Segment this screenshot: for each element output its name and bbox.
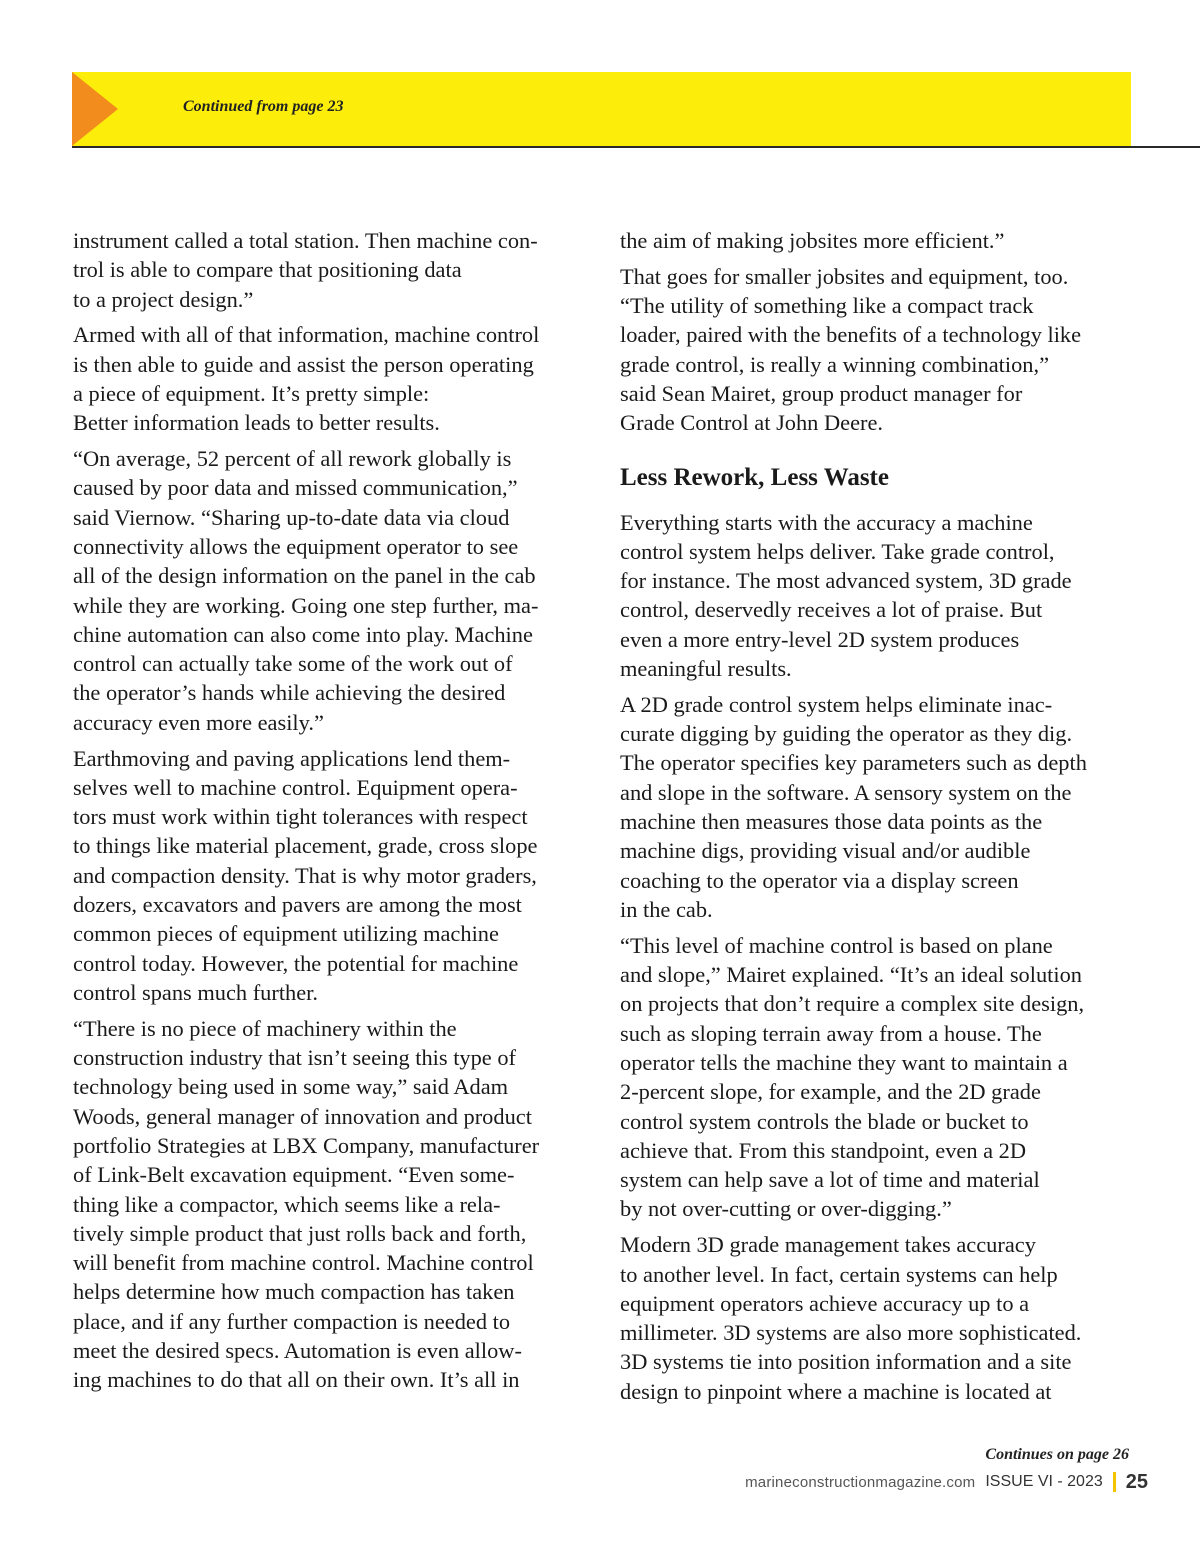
paragraph (73, 1014, 593, 1395)
paragraph (620, 262, 1140, 438)
text-line: to a project design.” (73, 286, 254, 312)
text-line: meaningful results. (620, 656, 792, 682)
text-line: control system helps deliver. Take grade control, (620, 538, 1055, 564)
text-line: said Sean Mairet, group product manager for (620, 380, 1023, 406)
text-line: machine digs, providing visual and/or audible (620, 838, 1031, 864)
text-line: The operator specifies key parameters such as depth (620, 750, 1087, 776)
text-line: Better information leads to better results. (73, 410, 440, 436)
text-line: curate digging by guiding the operator as they dig. (620, 721, 1073, 747)
text-line: on projects that don’t require a complex site design, (620, 991, 1085, 1017)
text-line: tors must work within tight tolerances with respect (73, 804, 528, 830)
text-line: for instance. The most advanced system, 3D grade (620, 568, 1072, 594)
text-line: 3D systems tie into position information and a site (620, 1349, 1072, 1375)
continues-on-label: Continues on page 26 (985, 1446, 1129, 1463)
text-line: chine automation can also come into play. Machine (73, 621, 533, 647)
text-line: machine then measures those data points as the (620, 809, 1043, 835)
text-line: accuracy even more easily.” (73, 709, 324, 735)
text-line: That goes for smaller jobsites and equipment, too. (620, 263, 1069, 289)
text-line: selves well to machine control. Equipment opera- (73, 774, 518, 800)
text-line: operator tells the machine they want to maintain a (620, 1049, 1068, 1075)
text-line: of Link-Belt excavation equipment. “Even some- (73, 1162, 515, 1188)
paragraph (620, 226, 1140, 255)
text-line: “On average, 52 percent of all rework globally is (73, 446, 512, 472)
text-line: grade control, is really a winning combination,” (620, 351, 1050, 377)
text-line: system can help save a lot of time and material (620, 1167, 1040, 1193)
text-line: and compaction density. That is why motor graders, (73, 862, 537, 888)
text-line: design to pinpoint where a machine is located at (620, 1378, 1052, 1404)
footer-site: marineconstructionmagazine.com (745, 1473, 976, 1491)
text-line: dozers, excavators and pavers are among the most (73, 892, 522, 918)
paragraph (620, 690, 1140, 924)
left-column (73, 226, 593, 1401)
text-line: control today. However, the potential for machine (73, 950, 519, 976)
text-line: Grade Control at John Deere. (620, 410, 884, 436)
right-column-bottom (620, 508, 1140, 1406)
text-line: meet the desired specs. Automation is even allow- (73, 1337, 522, 1363)
text-line: thing like a compactor, which seems like a rela- (73, 1191, 501, 1217)
text-line: helps determine how much compaction has taken (73, 1279, 515, 1305)
text-line: portfolio Strategies at LBX Company, manufacturer (73, 1132, 540, 1158)
text-line: loader, paired with the benefits of a technology like (620, 322, 1082, 348)
text-line: control system controls the blade or bucket to (620, 1108, 1029, 1134)
text-line: is then able to guide and assist the person operating (73, 351, 534, 377)
text-line: the aim of making jobsites more efficient.” (620, 228, 1005, 253)
paragraph (73, 320, 593, 437)
page-footer (745, 1462, 1148, 1502)
text-line: tively simple product that just rolls back and forth, (73, 1220, 527, 1246)
text-line: ing machines to do that all on their own. It’s all in (73, 1367, 520, 1393)
text-line: Earthmoving and paving applications lend them- (73, 745, 511, 771)
text-line: said Viernow. “Sharing up-to-date data via cloud (73, 504, 510, 530)
text-line: common pieces of equipment utilizing machine (73, 921, 499, 947)
paragraph (73, 226, 593, 314)
right-column (620, 226, 1140, 1412)
text-line: A 2D grade control system helps eliminate inac- (620, 691, 1053, 717)
text-line: achieve that. From this standpoint, even a 2D (620, 1137, 1027, 1163)
text-line: 2-percent slope, for example, and the 2D grade (620, 1079, 1041, 1105)
text-line: in the cab. (620, 896, 713, 922)
text-line: Modern 3D grade management takes accuracy (620, 1232, 1036, 1258)
text-line: such as sloping terrain away from a house. The (620, 1020, 1042, 1046)
text-line: Armed with all of that information, machine control (73, 322, 540, 348)
text-line: coaching to the operator via a display screen (620, 867, 1019, 893)
orange-arrow-icon (72, 72, 118, 146)
text-line: “This level of machine control is based on plane (620, 932, 1053, 958)
text-line: construction industry that isn’t seeing this type of (73, 1045, 516, 1071)
footer-separator (1113, 1472, 1116, 1492)
text-line: the operator’s hands while achieving the desired (73, 680, 506, 706)
text-line: millimeter. 3D systems are also more sophisticated. (620, 1320, 1082, 1346)
paragraph (620, 508, 1140, 684)
text-line: control can actually take some of the work out of (73, 651, 513, 677)
text-line: Woods, general manager of innovation and product (73, 1103, 532, 1129)
text-line: and slope,” Mairet explained. “It’s an ideal solution (620, 962, 1082, 988)
text-line: to another level. In fact, certain systems can help (620, 1261, 1058, 1287)
text-line: “The utility of something like a compact track (620, 293, 1034, 319)
paragraph (73, 744, 593, 1008)
continued-from-label: Continued from page 23 (183, 98, 344, 115)
paragraph (620, 931, 1140, 1224)
text-line: by not over-cutting or over-digging.” (620, 1196, 952, 1222)
text-line: connectivity allows the equipment operator to see (73, 533, 519, 559)
text-line: technology being used in some way,” said Adam (73, 1074, 509, 1100)
text-line: trol is able to compare that positioning data (73, 257, 462, 283)
paragraph (73, 444, 593, 737)
text-line: control, deservedly receives a lot of praise. But (620, 597, 1043, 623)
page-number: 25 (1125, 1470, 1148, 1493)
text-line: a piece of equipment. It’s pretty simple: (73, 380, 430, 406)
text-line: “There is no piece of machinery within the (73, 1015, 457, 1041)
text-line: all of the design information on the panel in the cab (73, 563, 536, 589)
text-line: Everything starts with the accuracy a machine (620, 509, 1033, 535)
right-column-top (620, 226, 1140, 438)
section-subhead: Less Rework, Less Waste (620, 463, 889, 491)
header-rule (72, 146, 1200, 148)
text-line: caused by poor data and missed communication,” (73, 475, 518, 501)
text-line: while they are working. Going one step further, ma- (73, 592, 539, 618)
text-line: equipment operators achieve accuracy up to a (620, 1290, 1030, 1316)
text-line: control spans much further. (73, 979, 318, 1005)
paragraph (620, 1230, 1140, 1406)
text-line: instrument called a total station. Then machine con- (73, 228, 538, 253)
text-line: to things like material placement, grade, cross slope (73, 833, 538, 859)
text-line: and slope in the software. A sensory system on the (620, 779, 1072, 805)
text-line: even a more entry-level 2D system produces (620, 626, 1020, 652)
text-line: place, and if any further compaction is needed to (73, 1308, 511, 1334)
footer-issue: ISSUE VI - 2023 (985, 1473, 1103, 1490)
text-line: will benefit from machine control. Machine control (73, 1250, 534, 1276)
